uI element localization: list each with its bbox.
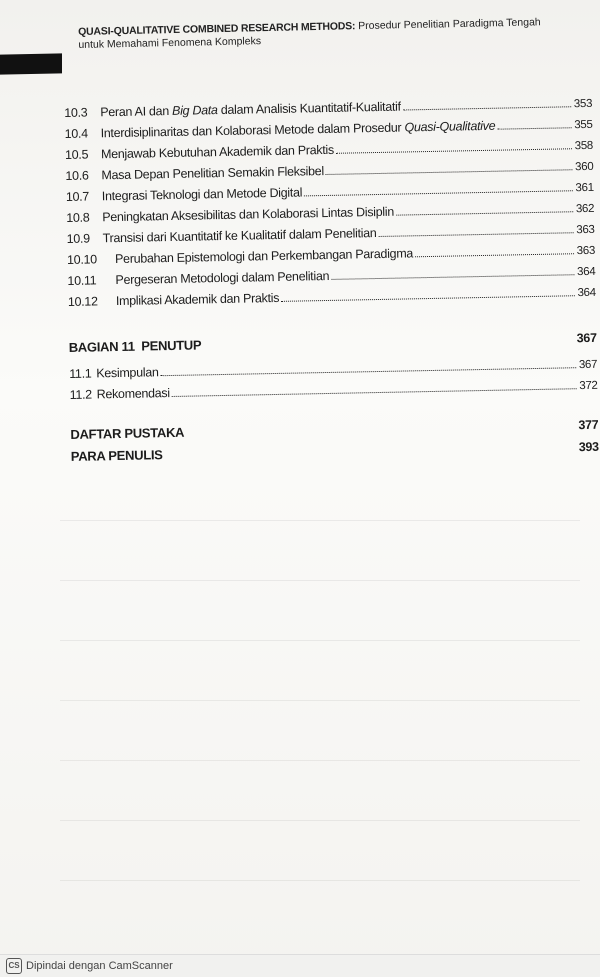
toc-entry-number: 10.4	[64, 126, 88, 141]
toc-entry-number: 10.8	[66, 210, 90, 225]
toc-entry-page: 358	[574, 139, 594, 153]
toc-chapter-title: BAGIAN 11 PENUTUP	[68, 337, 202, 355]
toc-entry-title: Transisi dari Kuantitatif ke Kualitatif dalam Penelitian	[102, 226, 377, 246]
toc-entry-title: Masa Depan Penelitian Semakin Fleksibel	[101, 164, 324, 183]
toc-entry-page: 363	[576, 244, 596, 258]
toc-leader-dots	[415, 253, 574, 257]
toc-chapter-title: PARA PENULIS	[70, 447, 163, 464]
toc-leader-dots	[281, 295, 574, 302]
toc-entry-number: 10.10	[66, 252, 97, 267]
toc-chapter-page: 367	[576, 330, 597, 346]
scanner-footer	[0, 954, 600, 977]
toc-leader-dots	[396, 211, 573, 215]
table-of-contents	[64, 90, 599, 464]
toc-entry-page: 363	[576, 223, 595, 237]
camscanner-icon: CS	[6, 958, 22, 974]
toc-entry-number: 10.7	[65, 189, 90, 204]
toc-chapter-title: DAFTAR PUSTAKA	[70, 424, 185, 442]
toc-chapter-penutup[interactable]	[69, 325, 597, 355]
toc-entry-number: 11.2	[69, 387, 92, 402]
toc-entry-page: 362	[575, 202, 595, 216]
toc-entry-title: Perubahan Epistemologi dan Perkembangan Paradigma	[114, 246, 414, 267]
toc-chapter-page: 377	[578, 417, 599, 433]
toc-entry-title: Implikasi Akademik dan Praktis	[115, 290, 280, 309]
toc-leader-dots	[497, 127, 571, 129]
toc-entry-title: Interdisiplinaritas dan Kolaborasi Metode dalam Prosedur Quasi-Qualitative	[100, 118, 496, 141]
toc-entry-page: 364	[576, 265, 596, 279]
toc-entry-number: 10.5	[64, 147, 89, 162]
header-subtitle: untuk Memahami Fenomena Kompleks	[78, 35, 262, 51]
toc-chapter-page: 393	[578, 439, 599, 455]
toc-entry-title: Kesimpulan	[96, 365, 159, 381]
header-title-bold: QUASI-QUALITATIVE COMBINED RESEARCH METHODS:	[78, 20, 356, 38]
scanner-watermark-text: Dipindai dengan CamScanner	[26, 960, 173, 972]
toc-entry-page: 361	[575, 181, 594, 195]
toc-entry-number: 10.12	[67, 294, 98, 309]
toc-entry-title: Pergeseran Metodologi dalam Penelitian	[115, 268, 330, 288]
toc-leader-dots	[379, 232, 574, 237]
toc-entry-number: 10.6	[65, 168, 89, 183]
toc-entry-title: Integrasi Teknologi dan Metode Digital	[101, 185, 303, 204]
toc-entry-page: 360	[574, 160, 594, 174]
toc-entry-title: Menjawab Kebutuhan Akademik dan Praktis	[100, 142, 335, 162]
toc-entry-number: 10.3	[64, 105, 88, 120]
toc-leader-dots	[403, 106, 571, 110]
toc-entry-title: Peran AI dan Big Data dalam Analisis Kuantitatif-Kualitatif	[100, 99, 401, 120]
header-title-rest: Prosedur Penelitian Paradigma Tengah	[355, 16, 541, 33]
toc-entry-number: 10.11	[67, 273, 97, 288]
toc-entry-number: 11.1	[69, 366, 92, 381]
toc-entry-number: 10.9	[66, 231, 90, 246]
toc-entry-page: 367	[578, 358, 598, 372]
toc-entry-page: 355	[574, 118, 593, 132]
toc-entry-page: 353	[573, 97, 593, 111]
toc-entry-title: Rekomendasi	[96, 386, 170, 402]
header-band	[0, 53, 62, 74]
toc-entry-title: Peningkatan Aksesibilitas dan Kolaborasi Lintas Disiplin	[102, 204, 395, 225]
toc-entry-page: 364	[577, 286, 596, 300]
toc-entry-page: 372	[579, 379, 598, 393]
running-header	[78, 15, 588, 52]
toc-leader-dots	[172, 388, 577, 397]
